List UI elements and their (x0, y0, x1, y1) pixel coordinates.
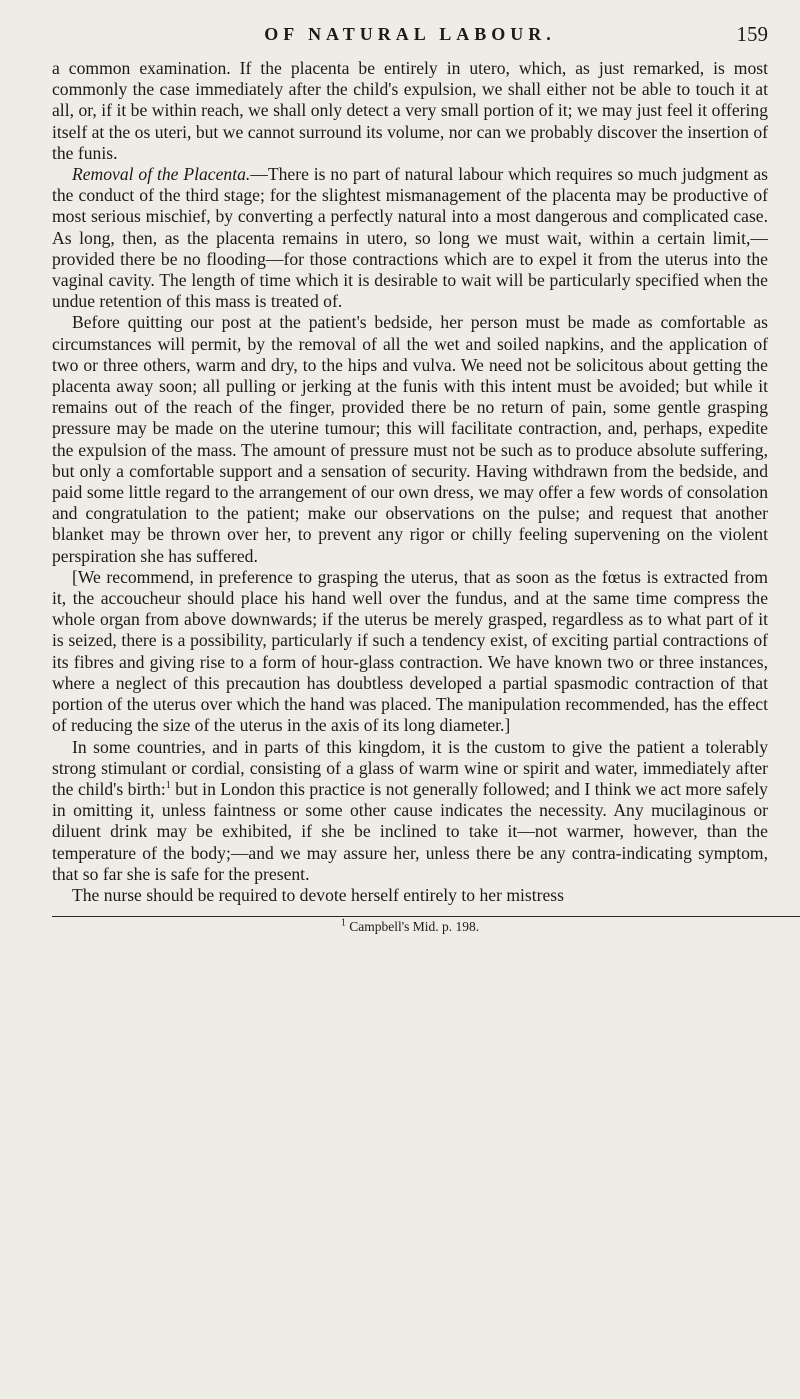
paragraph-text: In some countries, and in parts of this kingdom, it is the custom to give the patient a tolerably strong stimulant or cordial, consisting of a glass of warm wine or spirit and water, immediately after the child's birth: (52, 736, 768, 799)
footnote-text: Campbell's Mid. p. 198. (345, 919, 480, 935)
paragraph-text: —There is no part of natural labour which requires so much judgment as the conduct of the third stage; for the slightest mismanagement of the placenta may be productive of most serious mischief, by converting a perfectly natural into a most dangerous and complicated case. As long, then, as the placenta remains in utero, so long we must wait, within a certain limit,—provided there be no flooding—for those contractions which are to expel it from the uterus into the vaginal cavity. The length of time which it is desirable to wait will be particularly specified when the undue retention of this mass is treated of. (52, 164, 768, 312)
page-number: 159 (736, 22, 768, 46)
paragraph-text: [We recommend, in preference to grasping the uterus, that as soon as the fœtus is extracted from it, the accoucheur should place his hand well over the fundus, and at the same time compress the whole organ from above downwards; if the uterus be merely grasped, regardless as to what part of it is seized, there is a possibility, particularly if such a tendency exist, of exciting partial contractions of its fibres and giving rise to a form of hour-glass contraction. We have known two or three instances, where a neglect of this precaution has doubtless developed a partial spasmodic contraction of that portion of the uterus over which the hand was placed. The manipulation recommended, has the effect of reducing the size of the uterus in the axis of its long diameter.] (52, 566, 768, 736)
paragraph-stimulant (52, 737, 768, 885)
running-header (52, 18, 768, 58)
paragraph-text: but in London this practice is not generally followed; and I think we act more safely in omitting it, unless faintness or some other cause indicates the necessity. Any mucilaginous or diluent drink may be exhibited, if she be inclined to take it—not warmer, however, than the temperature of the body;—and we may assure her, unless there be any contra-indicating symptom, that so far she is safe for the present. (52, 778, 768, 884)
footnote (52, 919, 768, 935)
paragraph-patient-comfort (52, 312, 768, 566)
footnote-marker: 1 (340, 917, 346, 929)
footnote-reference: 1 (165, 780, 171, 792)
paragraph-text: The nurse should be required to devote herself entirely to her mistress (72, 884, 564, 905)
paragraph-placenta-examination (52, 58, 768, 164)
section-heading: Removal of the Placenta. (72, 164, 251, 185)
footnote-divider (52, 916, 800, 917)
running-title: OF NATURAL LABOUR. (264, 24, 556, 44)
body-text (52, 58, 768, 906)
paragraph-editor-note (52, 567, 768, 737)
paragraph-text: a common examination. If the placenta be entirely in utero, which, as just remarked, is most commonly the case immediately after the child's expulsion, we shall either not be able to touch it at all, or, if it be within reach, we shall only detect a very small portion of it; we may just feel it offering itself at the os uteri, but we cannot surround its volume, nor can we probably discover the insertion of the funis. (52, 58, 768, 163)
paragraph-nurse (52, 885, 768, 906)
paragraph-removal-of-placenta (52, 164, 768, 312)
paragraph-text: Before quitting our post at the patient's bedside, her person must be made as comfortable as circumstances will permit, by the removal of all the wet and soiled napkins, and the application of two or three others, warm and dry, to the hips and vulva. We need not be solicitous about getting the placenta away soon; all pulling or jerking at the funis with this intent must be avoided; but while it remains out of the reach of the finger, provided there be no return of pain, some gentle grasping pressure may be made on the uterine tumour; this will facilitate contraction, and, perhaps, expedite the expulsion of the mass. The amount of pressure must not be such as to produce absolute suffering, but only a comfortable support and a sensation of security. Having withdrawn from the bedside, and paid some little regard to the arrangement of our own dress, we may offer a few words of consolation and congratulation to the patient; make our observations on the pulse; and request that another blanket may be thrown over her, to prevent any rigor or chilly feeling supervening on the violent perspiration she has suffered. (52, 312, 768, 566)
book-page (52, 18, 768, 935)
